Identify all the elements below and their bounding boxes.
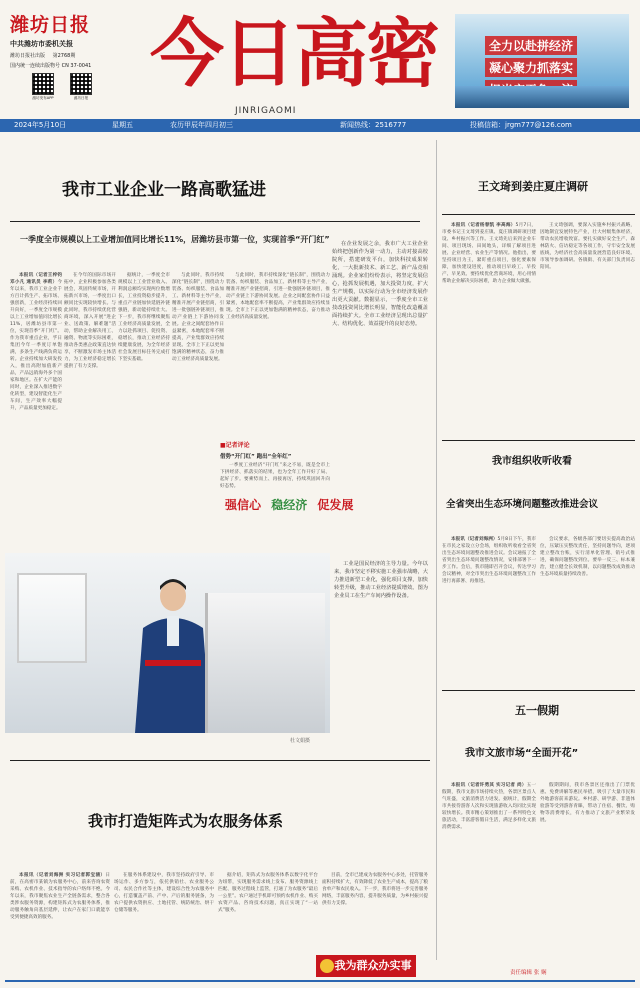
publisher-line: 潍坊日报社出版 [10, 53, 46, 59]
footer-rule [5, 980, 635, 982]
right3-headline: 五一假期 [515, 704, 559, 717]
date-bar [0, 119, 640, 132]
right2-byline: 本报讯（记者刘海洲） [451, 537, 498, 542]
banner-slogan: 全力以赴拼经济 [485, 36, 577, 55]
article1-headline: 我市工业企业一路高歌猛进 [62, 180, 266, 200]
qr-icon [70, 73, 92, 95]
article2-headline: 我市打造矩阵式为农服务体系 [88, 812, 284, 830]
party-emblem-icon [320, 959, 334, 973]
sponsor-line: 中共潍坊市委机关报 [10, 40, 73, 48]
masthead-left [10, 10, 120, 101]
slogan-word: 促发展 [317, 498, 354, 512]
article2-byline: 本报讯（记者刘海洲 实习记者郭宝涵） [19, 873, 106, 878]
banner-slogan: 凝心聚力抓落实 [485, 58, 577, 77]
service-badge: 我为群众办实事 [316, 955, 416, 977]
commentary-box [220, 440, 330, 498]
right2-column: 会议要求，各级各部门要切实提高政治站位，压紧压实整改责任，坚持问题导向，逐项建立整改台账，实行清单化管理、销号式推进，确保问题整改到位。要举一反三、标本兼治，建立健全长效机制，以问题整改成效推动生态环境质量持续改善。 [540, 537, 635, 577]
commentary-title: 借势“开门红” 跑出“全年红” [220, 454, 292, 460]
edition-pinyin: JINRIGAOMI [235, 106, 297, 116]
commentary-body: 一季度工业经济“开门红”来之不易，既是全市上下拼经济、抓落实的结果，也为全年工作开好了局、起好了步。要乘势而上、再接再厉，持续巩固回升向好态势。 [220, 463, 330, 489]
right1-column: 本报讯（记者杨春凯 李高海）5月7日，市委书记王文琦到姜庄镇、夏庄镇调研项目建设、乡村振兴等工作。王文琦先后来到企业车间、项目现场、田间地头，详细了解项目进展、企业经营、农业生产等情况。他指出，要坚持项目为王，紧盯重点项目，强化要素保障，加快建设进度，推动项目早竣工、早投产、早见效。要持续优化营商环境，用心用情帮助企业解决实际困难，助力企业做大做强。 [442, 223, 536, 284]
article2-column: 据介绍，矩阵式为农服务体系以数字化平台为纽带，实现服务需求线上发布、服务资源线上匹配、服务过程线上监管，打通了为农服务“最后一公里”。农户通过手机即可预约农机作业、购买农资产品、咨询技术问题，真正实现了“一站式”服务。 [218, 873, 318, 913]
right1-byline: 本报讯（记者杨春凯 李高海） [451, 223, 516, 228]
photo-caption: 工业是国民经济的主导力量。今年以来，我市坚定不移实施工业强市战略，大力推进新型工业化，强化项目支撑，加快转型升级，推动工业经济提质增效。图为企业员工在生产车间内操作设备。 [334, 561, 428, 599]
lunar-date: 农历甲辰年四月初三 [170, 121, 233, 129]
slogan-banner [455, 14, 629, 108]
cn-code: 国内统一连续出版物号 CN 37-0041 [10, 63, 92, 69]
qr-icon [32, 73, 54, 95]
divider [442, 214, 635, 215]
right2-column: 本报讯（记者刘海洲）5月8日下午，我市在市民之家设立分会场，组织收听收看全省突出生态环境问题整改推进会议。会议通报了全省突出生态环境问题整改情况，安排部署下一步工作。会后，我市随即召开会议，传达学习会议精神，对全市突出生态环境问题整改工作进行再部署、再推进。 [442, 537, 536, 584]
commentary-tag: ■记者评论 [220, 442, 250, 449]
article1-column: 在企业发展之余，我市广大工业企业始终把创新作为第一动力，主动对接高校院所，搭建研发平台，加快科技成果转化，一大批新技术、新工艺、新产品竞相涌现。企业家们纷纷表示，将坚定发展信心，抢抓发展机遇，加大投资力度，扩大生产规模，以实际行动为全市经济发展作出更大贡献。数据显示，一季度全市工业技改投资同比增长明显，智能化改造覆盖面持续扩大。全市工业经济呈现出总量扩大、结构优化、效益提升的良好态势。 [332, 241, 428, 327]
divider [442, 440, 635, 441]
edition-title: 今日高密 [150, 11, 438, 97]
article1-byline: 本报讯（记者王梓钧 邓小凡 通讯员 李莉） [10, 273, 62, 285]
photo-credit: 杜文娟摄 [290, 738, 311, 744]
article1-subheadline: 一季度全市规模以上工业增加值同比增长11%，居潍坊县市第一位，实现首季“开门红” [20, 235, 330, 244]
right3-byline: 本报讯（记者许勇其 实习记者 尚） [451, 783, 527, 788]
right3-column: 本报讯（记者许勇其 实习记者 尚）五一假期，我市文旅市场持续火热，各景区景点人气旺盛，文旅消费活力迸发。据统计，假期全市共接待游客人次和实现旅游收入均同比实现较快增长。我市精心策划推出了一系列特色文旅活动，丰富游客假日生活，满足多样化文旅消费需求。 [442, 783, 536, 830]
divider [10, 221, 420, 222]
slogan-word: 强信心 [225, 498, 262, 512]
article1-column: 与此同时，我市持续深化“链长制”，围绕动力装备、纺织服装、食品加工、新材料等主导产业，精准开展产业链招商，引进一批强链补链项目，推动产业链上下游协同发展。企业之间配套协作日益紧密，本地配套率不断提高，产业集群效应持续显现。全市上下正以更加饱满的精神状态，奋力推动工业经济高质量发展。 [226, 273, 330, 320]
column-divider [436, 140, 437, 960]
submission-email: 投稿信箱：jrgm777@126.com [470, 121, 572, 129]
right2-subheadline: 全省突出生态环境问题整改推进会议 [446, 499, 599, 510]
right1-headline: 王文琦到姜庄夏庄调研 [478, 180, 588, 193]
qr-code-paper: 潍坊日报 [70, 73, 92, 101]
city-skyline-image [455, 86, 629, 108]
right3-subheadline: 我市文旅市场“全面开花” [465, 748, 579, 759]
news-hotline: 新闻热线：2516777 [340, 121, 407, 129]
article2-column: 在服务体系建设中，我市坚持政府引导、市场运作、多方参与，依托供销社、农业服务公司、农民合作社等主体，建设综合性为农服务中心，打造覆盖产前、产中、产后的服务链条，为农户提供农资供应、土地托管、统防统治、烘干仓储等服务。 [114, 873, 214, 913]
article1-column: 与此同时，我市持续深化“链长制”，围绕动力装备、纺织服装、食品加工、新材料等主导产业，精准开展产业链招商，引进一批强链补链项目，推动产业链上下游协同发展。企业之间配套协作日益紧密，本地配套率不断提高，产业集群效应持续显现。全市上下正以更加饱满的精神状态，奋力推动工业经济高质量发展。 [172, 273, 224, 362]
editor-credit: 责任编辑 张 娴 [510, 970, 547, 976]
issue-date: 2024年5月10日 [14, 121, 67, 129]
article2-column: 本报讯（记者刘海洲 实习记者郭宝涵）日前，在高密市某镇为农服务中心，前来咨询农资采购、农机作业、技术指导的农户络绎不绝。今年以来，我市聚焦农业生产全链条需求，整合各类涉农服务资源，构建矩阵式为农服务体系，推动服务触角向基层延伸，让农户在家门口就能享受到便捷高效的服务。 [10, 873, 110, 920]
factory-worker-photo [5, 553, 330, 733]
right3-column: 假期期间，我市各景区还推出了门票优惠、免费讲解等惠民举措，吸引了大量市民和外地游客前来游玩。乡村游、研学游、非遗体验游等受到游客青睐，带动了住宿、餐饮、购物等消费增长，有力推动了文旅产业繁荣发展。 [540, 783, 635, 823]
paper-name: 潍坊日报 [10, 14, 91, 36]
divider [10, 760, 430, 761]
divider [442, 690, 635, 691]
article1-column: 本报讯（记者王梓钧 邓小凡 通讯员 李莉）今年以来，我市工业企业千方百计抓生产、拓市场、强创新，工业经济持续回升向好，一季度全市规模以上工业增加值同比增长11%，居潍坊县市第一位，实现首季“开门红”。作为我市重点企业，孚日集团今年一季度订单饱满，多条生产线满负荷运转。企业持续加大研发投入，推出高附加值新产品，产品远销海外多个国家和地区。在扩大产能的同时，企业深入推进数字化转型，建设智能化生产车间，生产效率大幅提升，产品质量更加稳定。 [10, 273, 62, 411]
worker-figure [133, 568, 213, 733]
slogan-word: 稳经济 [271, 498, 308, 512]
qr-code-app: 潍坊发布APP [32, 73, 54, 101]
issue-number: 第2768期 [52, 53, 76, 59]
article1-column: 在今年的国际市场开拓中，企业积极参加各类展会，巩固传统市场，开拓新兴市场，一季度出口额同比实现较快增长。与此同时，我市持续优化营商环境，深入开展“进企业、送政策、解难题”活动，帮助企业解决用工、融资、物流等实际困难，推动各类惠企政策直达快享，不断激发市场主体活力，为工业经济稳定增长提供了有力支撑。 [64, 273, 116, 369]
article2-column: 目前，全市已建成为农服务中心多处，托管服务面积持续扩大，有效降低了农业生产成本，提高了粮食单产和农民收入。下一步，我市将进一步完善服务网络，丰富服务内容，提升服务质量，为乡村振兴提供有力支撑。 [322, 873, 428, 906]
weekday: 星期五 [112, 121, 133, 129]
right1-column: 王文琦强调，要深入实施乡村振兴战略，因地制宜发展特色产业，壮大村级集体经济，带动农民增收致富。要扎实做好安全生产、森林防火、信访稳定等各项工作，守牢安全发展底线，为经济社会高质量发展营造良好环境。市领导参加调研。各镇街、有关部门负责同志陪同。 [540, 223, 635, 270]
article1-column: 据统计，一季度全市规模以上工业营业收入、利润总额均实现两位数增长，工业投资稳步提升，重点产业链加快延链补链强链，新动能持续壮大。下一步，我市将继续聚焦工业经济高质量发展，全力以赴抓项目、促投资、稳增长，推动工业经济持续健康发展，为全年经济社会发展目标任务完成打下坚实基础。 [118, 273, 170, 362]
right2-headline: 我市组织收听收看 [492, 456, 572, 467]
